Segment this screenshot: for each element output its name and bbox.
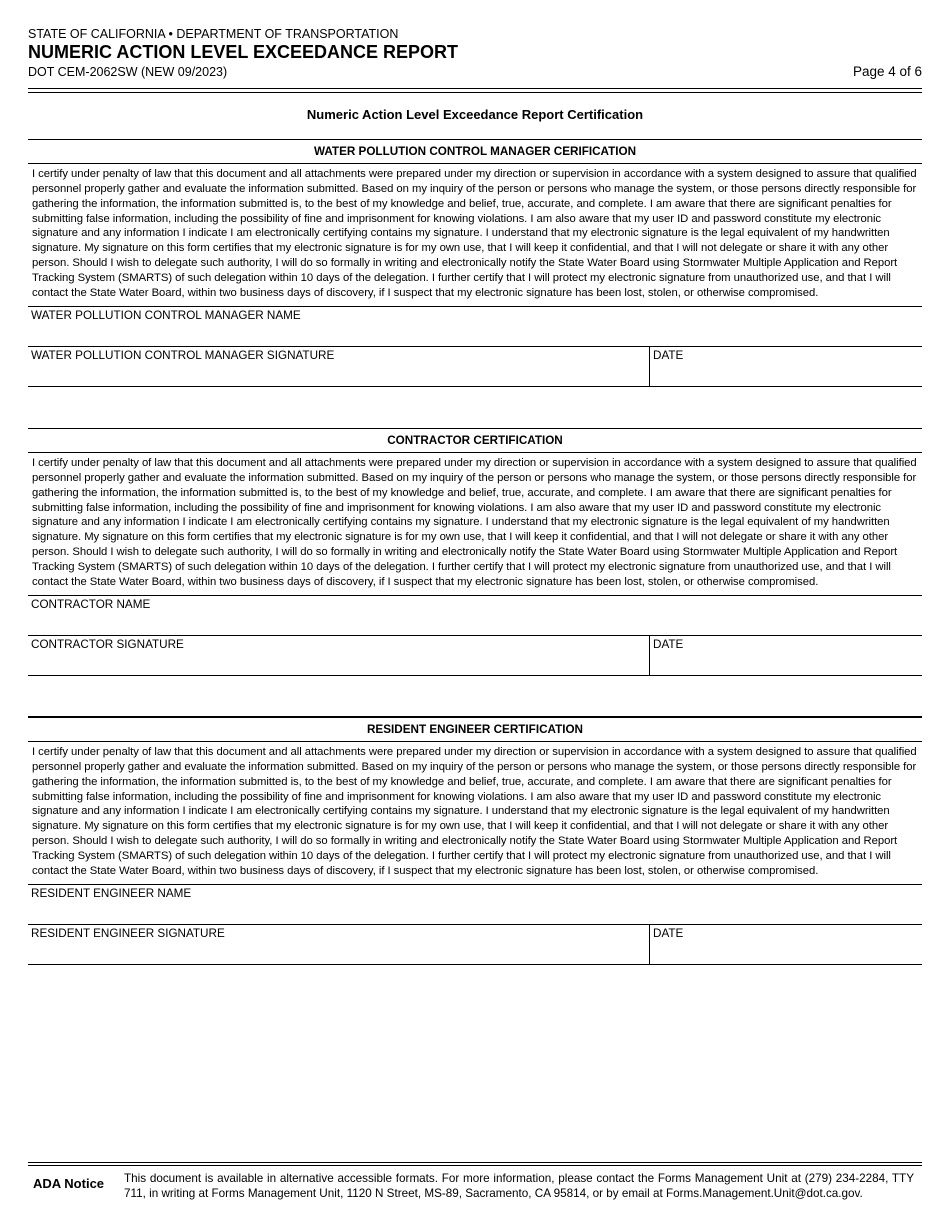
re-signature-label: RESIDENT ENGINEER SIGNATURE — [31, 926, 225, 940]
re-certification-text: I certify under penalty of law that this document and all attachments were prepared under my direction or supervision in accordance with a system designed to assure that qualified personnel properly gather and evaluate the information submitted. Based on my inquiry of the person or persons who manage the system, or those persons directly responsible for gathering the information, the information submitted is, to the best of my knowledge and belief, true, accurate, and complete. I am aware that there are significant penalties for submitting false information, including the possibility of fine and imprisonment for knowing violations. I am also aware that my user ID and password constitute my electronic signature and any information I indicate I am electronically certifying contains my signature. I understand that my electronic signature is the legal equivalent of my handwritten signature. My signature on this form certifies that my electronic signature is for my own use, that I will keep it confidential, and that I will not delegate or share it with any other person. Should I wish to delegate such authority, I will do so formally in writing and electronically notify the State Water Board using Stormwater Multiple Application and Report Tracking System (SMARTS) of such delegation within 10 days of the delegation. I further certify that I will protect my electronic signature from unauthorized use, and that I will contact the State Water Board, within two business days of discovery, if I suspect that my electronic signature has been lost, stolen, or otherwise compromised. — [32, 746, 917, 877]
ada-notice-text: This document is available in alternative accessible formats. For more information, please contact the Forms Management Unit at (279) 234-2284, TTY 711, in writing at Forms Management Unit, 1120 N Street, MS-89, Sacramento, CA 95814, or by email at Forms.Management.Unit@dot.ca.gov. — [124, 1172, 914, 1200]
ada-notice-label: ADA Notice — [33, 1176, 105, 1191]
re-date-label: DATE — [653, 926, 684, 940]
form-code: DOT CEM-2062SW (NEW 09/2023) — [28, 65, 228, 79]
contractor-signature-label: CONTRACTOR SIGNATURE — [31, 637, 184, 651]
re-date-field[interactable] — [650, 925, 922, 964]
form-title: NUMERIC ACTION LEVEL EXCEEDANCE REPORT — [28, 42, 459, 62]
header-divider-top — [28, 88, 922, 89]
wpcm-date-field[interactable] — [650, 347, 922, 386]
re-date-input[interactable] — [650, 944, 922, 964]
wpcm-signature-row — [28, 346, 922, 387]
contractor-date-label: DATE — [653, 637, 684, 651]
wpcm-signature-field[interactable] — [28, 347, 650, 386]
contractor-section-title: CONTRACTOR CERTIFICATION — [28, 429, 922, 453]
wpcm-certification-text: I certify under penalty of law that this document and all attachments were prepared under my direction or supervision in accordance with a system designed to assure that qualified personnel properly gather and evaluate the information submitted. Based on my inquiry of the person or persons who manage the system, or those persons directly responsible for gathering the information, the information submitted is, to the best of my knowledge and belief, true, accurate, and complete. I am aware that there are significant penalties for submitting false information, including the possibility of fine and imprisonment for knowing violations. I am also aware that my user ID and password constitute my electronic signature and any information I indicate I am electronically certifying contains my signature. I understand that my electronic signature is the legal equivalent of my handwritten signature. My signature on this form certifies that my electronic signature is for my own use, that I will keep it confidential, and that I will not delegate or share it with any other person. Should I wish to delegate such authority, I will do so formally in writing and electronically notify the State Water Board using Stormwater Multiple Application and Report Tracking System (SMARTS) of such delegation within 10 days of the delegation. I further certify that I will protect my electronic signature from unauthorized use, and that I will contact the State Water Board, within two business days of discovery, if I suspect that my electronic signature has been lost, stolen, or otherwise compromised. — [32, 168, 917, 299]
footer-divider-top — [28, 1162, 922, 1163]
re-name-input[interactable] — [28, 904, 922, 924]
contractor-signature-input[interactable] — [28, 655, 649, 675]
wpcm-date-label: DATE — [653, 348, 684, 362]
contractor-certification-section — [28, 428, 922, 676]
wpcm-name-field[interactable] — [28, 306, 922, 346]
wpcm-signature-input[interactable] — [28, 366, 649, 386]
wpcm-certification-section — [28, 139, 922, 387]
wpcm-signature-label: WATER POLLUTION CONTROL MANAGER SIGNATURE — [31, 348, 335, 362]
page-number: Page 4 of 6 — [852, 64, 922, 79]
contractor-signature-field[interactable] — [28, 636, 650, 675]
footer-divider-bottom — [28, 1165, 922, 1166]
contractor-name-label: CONTRACTOR NAME — [31, 597, 151, 611]
certification-heading: Numeric Action Level Exceedance Report Certification — [306, 107, 644, 122]
wpcm-section-title: WATER POLLUTION CONTROL MANAGER CERIFICATION — [28, 140, 922, 164]
contractor-name-input[interactable] — [28, 615, 922, 635]
header-divider-bottom — [28, 92, 922, 93]
wpcm-name-label: WATER POLLUTION CONTROL MANAGER NAME — [31, 308, 301, 322]
contractor-date-field[interactable] — [650, 636, 922, 675]
re-signature-field[interactable] — [28, 925, 650, 964]
contractor-certification-text: I certify under penalty of law that this document and all attachments were prepared under my direction or supervision in accordance with a system designed to assure that qualified personnel properly gather and evaluate the information submitted. Based on my inquiry of the person or persons who manage the system, or those persons directly responsible for gathering the information, the information submitted is, to the best of my knowledge and belief, true, accurate, and complete. I am aware that there are significant penalties for submitting false information, including the possibility of fine and imprisonment for knowing violations. I am also aware that my user ID and password constitute my electronic signature and any information I indicate I am electronically certifying contains my signature. I understand that my electronic signature is the legal equivalent of my handwritten signature. My signature on this form certifies that my electronic signature is for my own use, that I will keep it confidential, and that I will not delegate or share it with any other person. Should I wish to delegate such authority, I will do so formally in writing and electronically notify the State Water Board using Stormwater Multiple Application and Report Tracking System (SMARTS) of such delegation within 10 days of the delegation. I further certify that I will protect my electronic signature from unauthorized use, and that I will contact the State Water Board, within two business days of discovery, if I suspect that my electronic signature has been lost, stolen, or otherwise compromised. — [32, 457, 917, 588]
re-name-label: RESIDENT ENGINEER NAME — [31, 886, 192, 900]
wpcm-date-input[interactable] — [650, 366, 922, 386]
resident-engineer-certification-section — [28, 716, 922, 965]
contractor-name-field[interactable] — [28, 595, 922, 635]
re-signature-row — [28, 924, 922, 965]
re-name-field[interactable] — [28, 884, 922, 924]
contractor-signature-row — [28, 635, 922, 676]
re-section-title: RESIDENT ENGINEER CERTIFICATION — [28, 718, 922, 742]
wpcm-name-input[interactable] — [28, 326, 922, 346]
contractor-date-input[interactable] — [650, 655, 922, 675]
agency-name: STATE OF CALIFORNIA • DEPARTMENT OF TRANSPORTATION — [28, 27, 399, 41]
re-signature-input[interactable] — [28, 944, 649, 964]
